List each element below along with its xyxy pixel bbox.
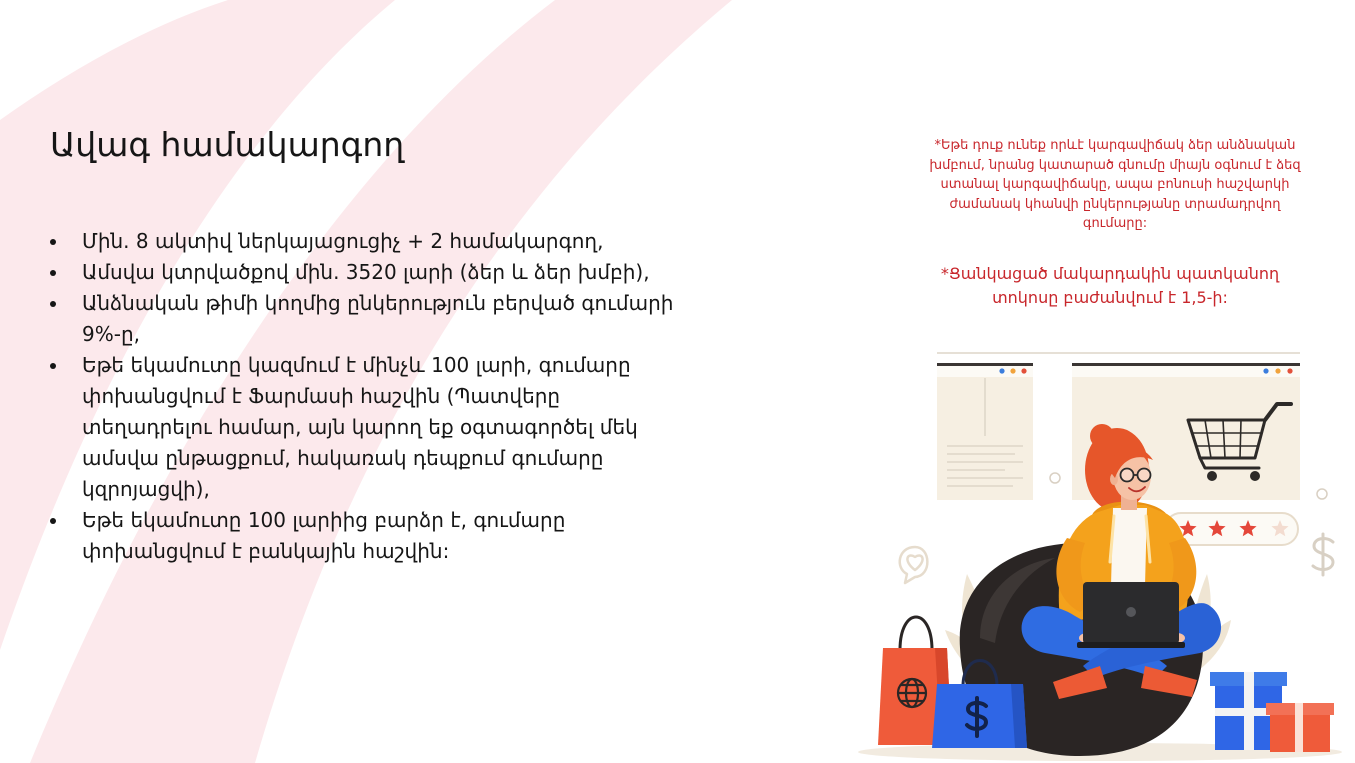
dollar-icon [1313, 534, 1333, 575]
slide-title: Ավագ համակարգող [50, 125, 405, 164]
window-dot-red [1021, 368, 1026, 373]
gift-ribbon [1295, 703, 1303, 752]
bullet-list [48, 226, 688, 567]
online-shopping-illustration [855, 348, 1355, 763]
bag-handle [900, 617, 932, 650]
heart-chat-icon [900, 547, 928, 583]
window-dot-orange [1010, 368, 1015, 373]
chat-bubble [900, 547, 928, 583]
decor-circle [1317, 489, 1327, 499]
hair-bun [1090, 424, 1114, 448]
bullet-dot [50, 270, 56, 276]
window-dot-orange [1275, 368, 1280, 373]
percentage-note: *Ցանկացած մակարդակին պատկանող տոկոսը բաժանվում է 1,5-ի: [940, 264, 1280, 307]
bullet-item [48, 226, 688, 257]
bullet-item [48, 505, 688, 567]
glasses-lens [1121, 469, 1134, 482]
gift-box-icon [1266, 703, 1334, 752]
window-dot-blue [999, 368, 1004, 373]
bullet-text: Եթե եկամուտը 100 լարիից բարձր է, գումարը փոխանցվում է բանկային հաշվին: [82, 508, 566, 563]
browser-window-icon [937, 363, 1033, 500]
bullet-item [48, 350, 688, 505]
shirt [1111, 508, 1147, 586]
bullet-text: Եթե եկամուտը կազմում է մինչև 100 լարի, գումարը փոխանցվում է Ֆարմասի հաշվին (Պատվերը տեղադրելու համար, այն կարող եք օգտագործել մեկ ամսվա ընթացքում, հակառակ դեպքում գումարը կզրոյացվի), [82, 353, 638, 501]
bullet-dot [50, 518, 56, 524]
status-note: *Եթե դուք ունեք որևէ կարգավիճակ ձեր անձնական խմբում, նրանց կատարած գնումը միայն օգնում է ձեզ ստանալ կարգավիճակը, ապա բոնուսի հաշվարկի ժամանակ կհանվի ընկերությանը տրամադրվող գումարը: [929, 138, 1301, 231]
cart-wheel [1251, 472, 1260, 481]
laptop-icon [1077, 582, 1185, 648]
laptop-logo [1126, 607, 1136, 617]
laptop-base [1077, 642, 1185, 648]
cart-wheel [1208, 472, 1217, 481]
bullet-dot [50, 363, 56, 369]
decor-circle [1050, 473, 1060, 483]
glasses-lens [1138, 469, 1151, 482]
heart-shape [907, 556, 922, 570]
bullet-text: Ամսվա կտրվածքով մին. 3520 լարի (ձեր և ձեր խմբի), [82, 260, 650, 284]
bullet-text: Անձնական թիմի կողմից ընկերություն բերված գումարի 9%-ը, [82, 291, 674, 346]
window-dot-red [1287, 368, 1292, 373]
cart-grid-line [1240, 420, 1241, 458]
bullet-dot [50, 239, 56, 245]
window-top-border [1072, 363, 1300, 366]
window-dot-blue [1263, 368, 1268, 373]
bullet-dot [50, 301, 56, 307]
bullet-item [48, 257, 688, 288]
bullet-item [48, 288, 688, 350]
bullet-text: Մին. 8 ակտիվ ներկայացուցիչ + 2 համակարգող, [82, 229, 604, 253]
window-top-border [937, 363, 1033, 366]
